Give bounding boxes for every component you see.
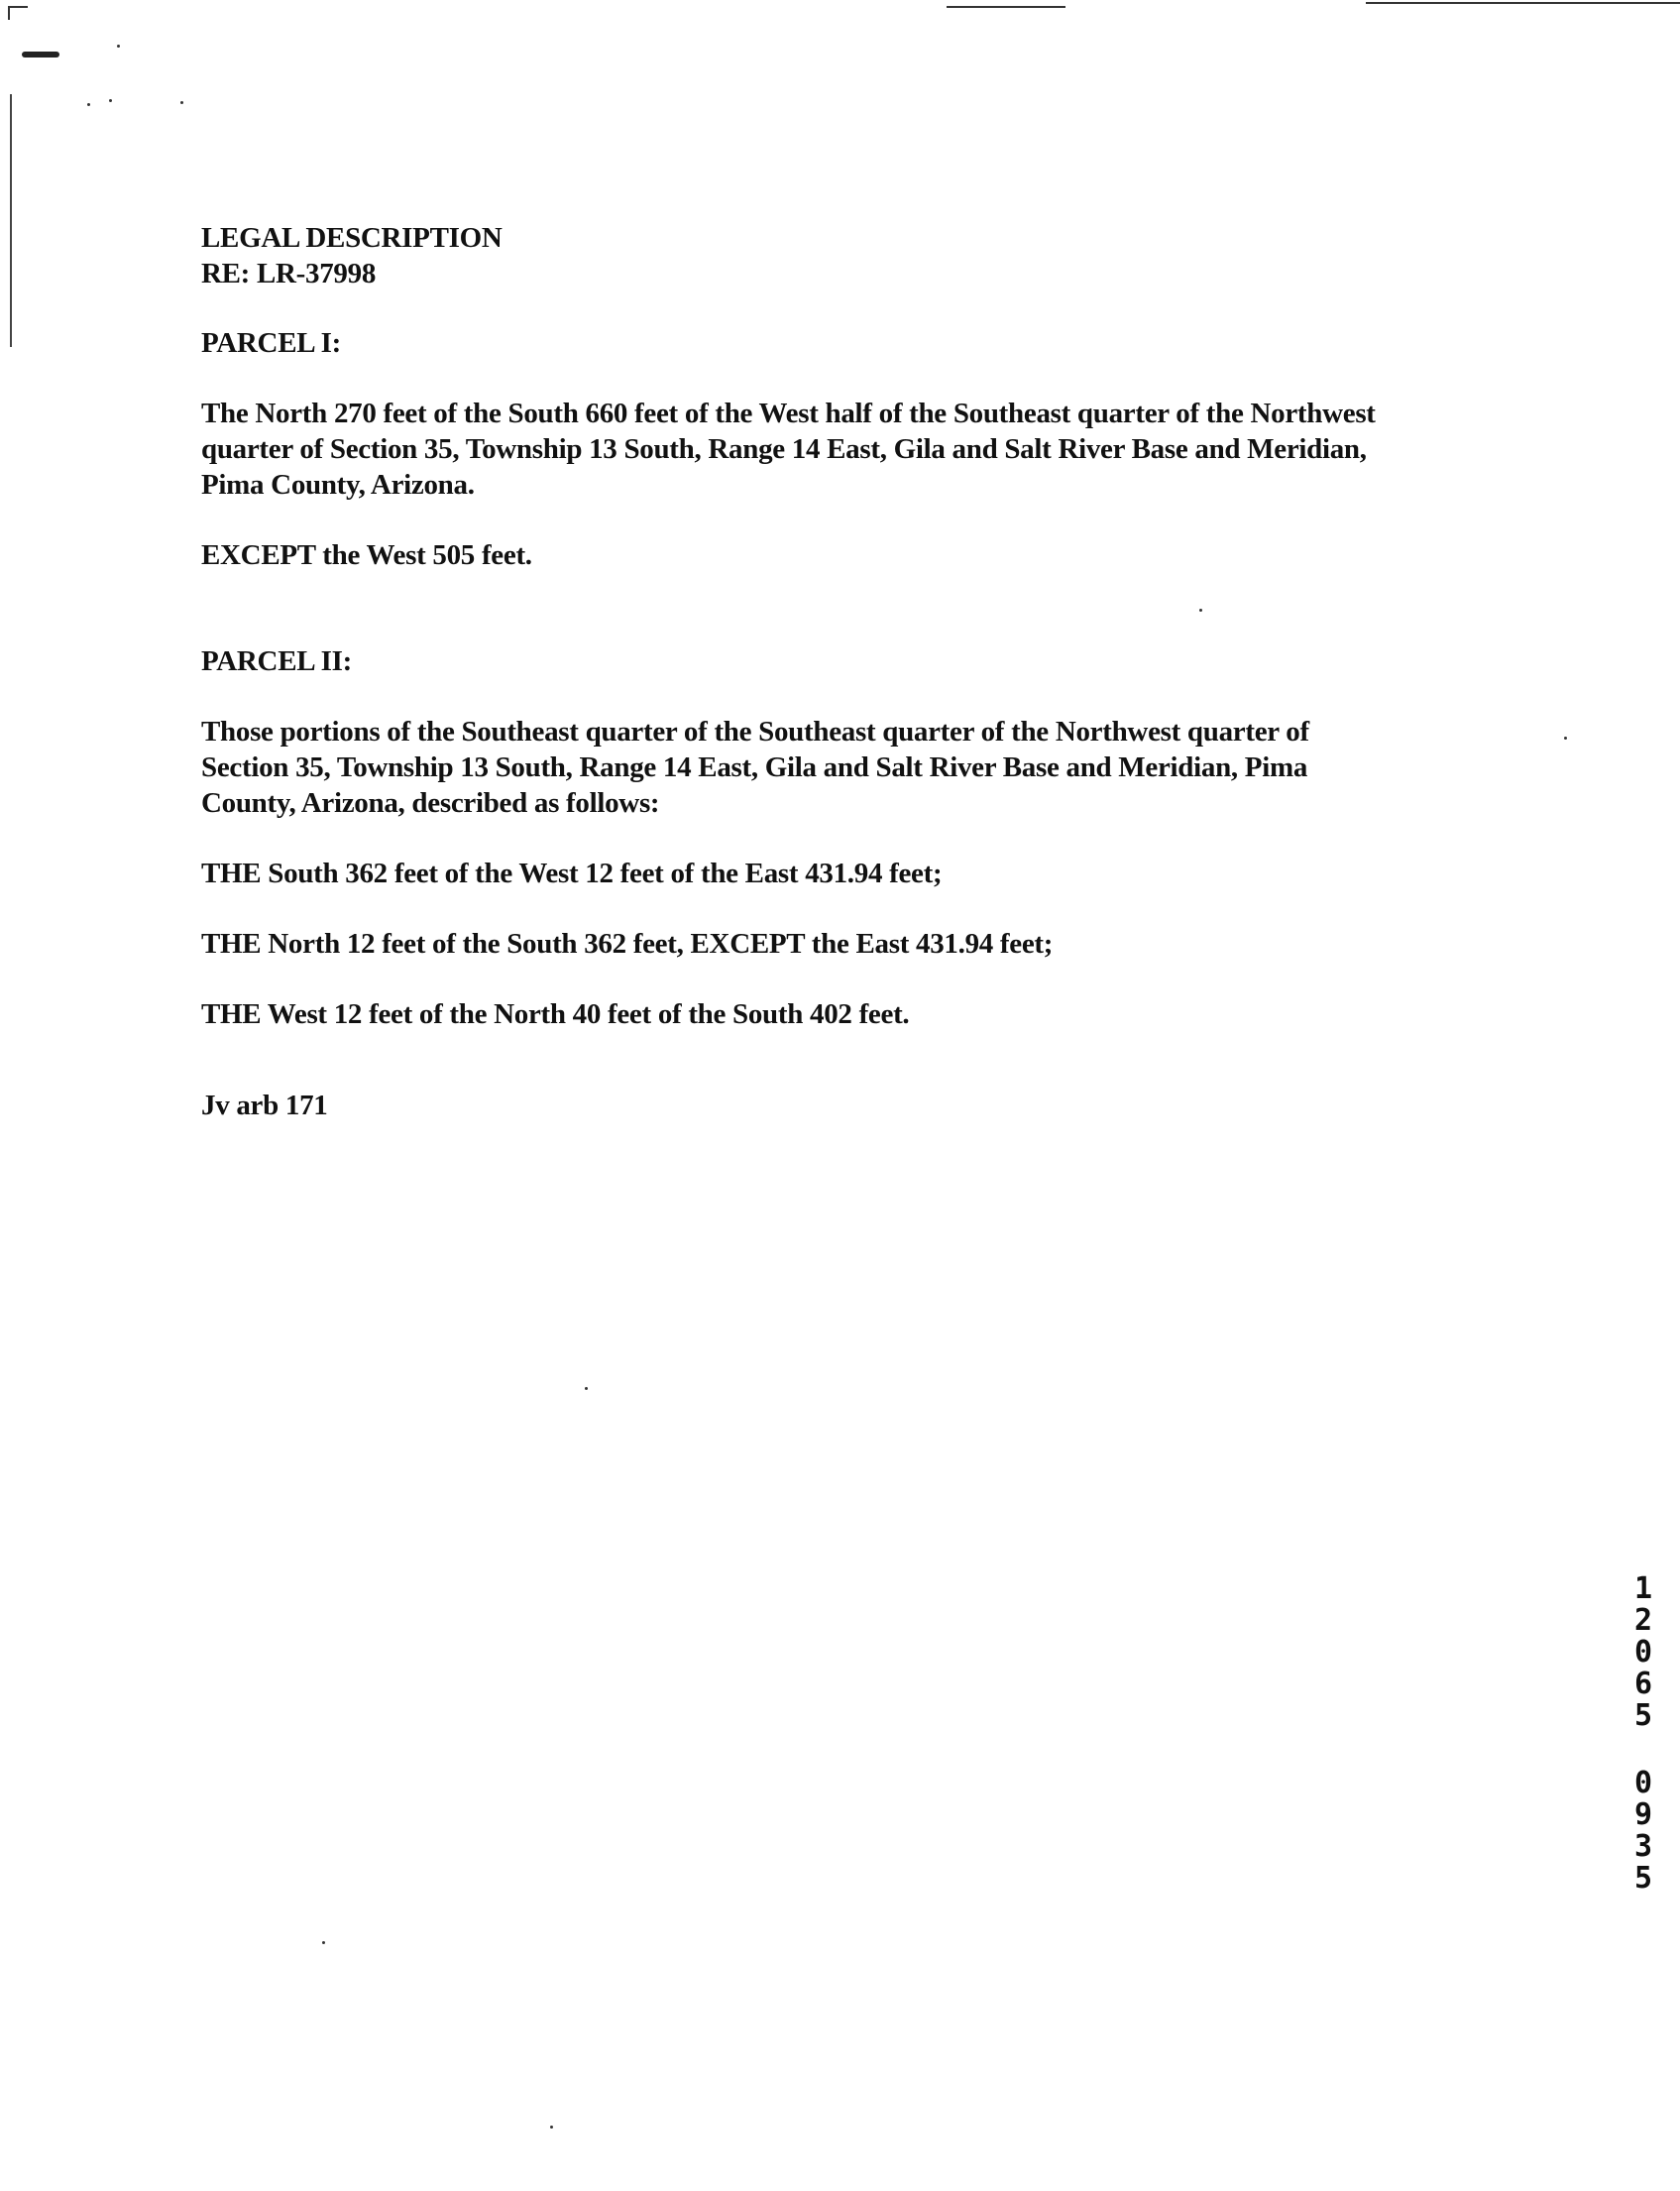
stamp-digit: 0 (1633, 1635, 1653, 1670)
stamp-digit: 5 (1633, 1861, 1653, 1896)
stamp-digit: 1 (1633, 1571, 1653, 1606)
parcel-2-item: THE North 12 feet of the South 362 feet, EXCEPT the East 431.94 feet; (201, 928, 1054, 960)
parcel-1-exception: EXCEPT the West 505 feet. (201, 539, 532, 571)
parcel-1-description-line: Pima County, Arizona. (201, 469, 475, 501)
parcel-2-description-line: Section 35, Township 13 South, Range 14 East, Gila and Salt River Base and Meridian, Pima (201, 751, 1308, 783)
stamp-digit: 6 (1633, 1667, 1653, 1701)
scan-speck (1564, 737, 1567, 740)
stamp-digit: 5 (1633, 1698, 1653, 1733)
scan-speck (585, 1387, 588, 1390)
scan-top-rule (1366, 2, 1680, 4)
stamp-digit: 3 (1633, 1829, 1653, 1864)
scan-speck (550, 2126, 553, 2129)
stamp-digit: 2 (1633, 1603, 1653, 1638)
scan-speck (109, 99, 112, 102)
scan-speck (117, 45, 120, 48)
scan-smudge (22, 52, 59, 58)
document-title: LEGAL DESCRIPTION (201, 222, 503, 254)
legal-description-body (201, 220, 1490, 1123)
parcel-2-item: THE South 362 feet of the West 12 feet of the East 431.94 feet; (201, 858, 943, 889)
scan-speck (180, 101, 183, 104)
stamp-digit: 9 (1633, 1797, 1653, 1832)
recording-number-stamp (1625, 1571, 1661, 1896)
parcel-1-description-line: quarter of Section 35, Township 13 South, Range 14 East, Gila and Salt River Base and Meridian, (201, 433, 1367, 465)
parcel-2-description (201, 714, 1490, 821)
scan-top-rule (947, 6, 1065, 8)
footer-note: Jv arb 171 (201, 1090, 328, 1121)
scan-speck (322, 1941, 325, 1944)
stamp-digit: 0 (1633, 1766, 1653, 1800)
stamp-gap (1625, 1733, 1661, 1769)
parcel-1-description-line: The North 270 feet of the South 660 feet of the West half of the Southeast quarter of the Northwest (201, 398, 1376, 429)
scan-speck (87, 103, 90, 106)
parcel-2-heading: PARCEL II: (201, 645, 352, 677)
parcel-1-description (201, 396, 1490, 503)
parcel-1-heading: PARCEL I: (201, 327, 341, 359)
document-reference: RE: LR-37998 (201, 258, 377, 289)
parcel-2-description-line: County, Arizona, described as follows: (201, 787, 660, 819)
scan-corner-mark (8, 6, 28, 20)
parcel-2-description-line: Those portions of the Southeast quarter of the Southeast quarter of the Northwest quarter of (201, 716, 1309, 748)
parcel-2-item: THE West 12 feet of the North 40 feet of the South 402 feet. (201, 998, 910, 1030)
scan-left-edge-line (10, 94, 12, 347)
